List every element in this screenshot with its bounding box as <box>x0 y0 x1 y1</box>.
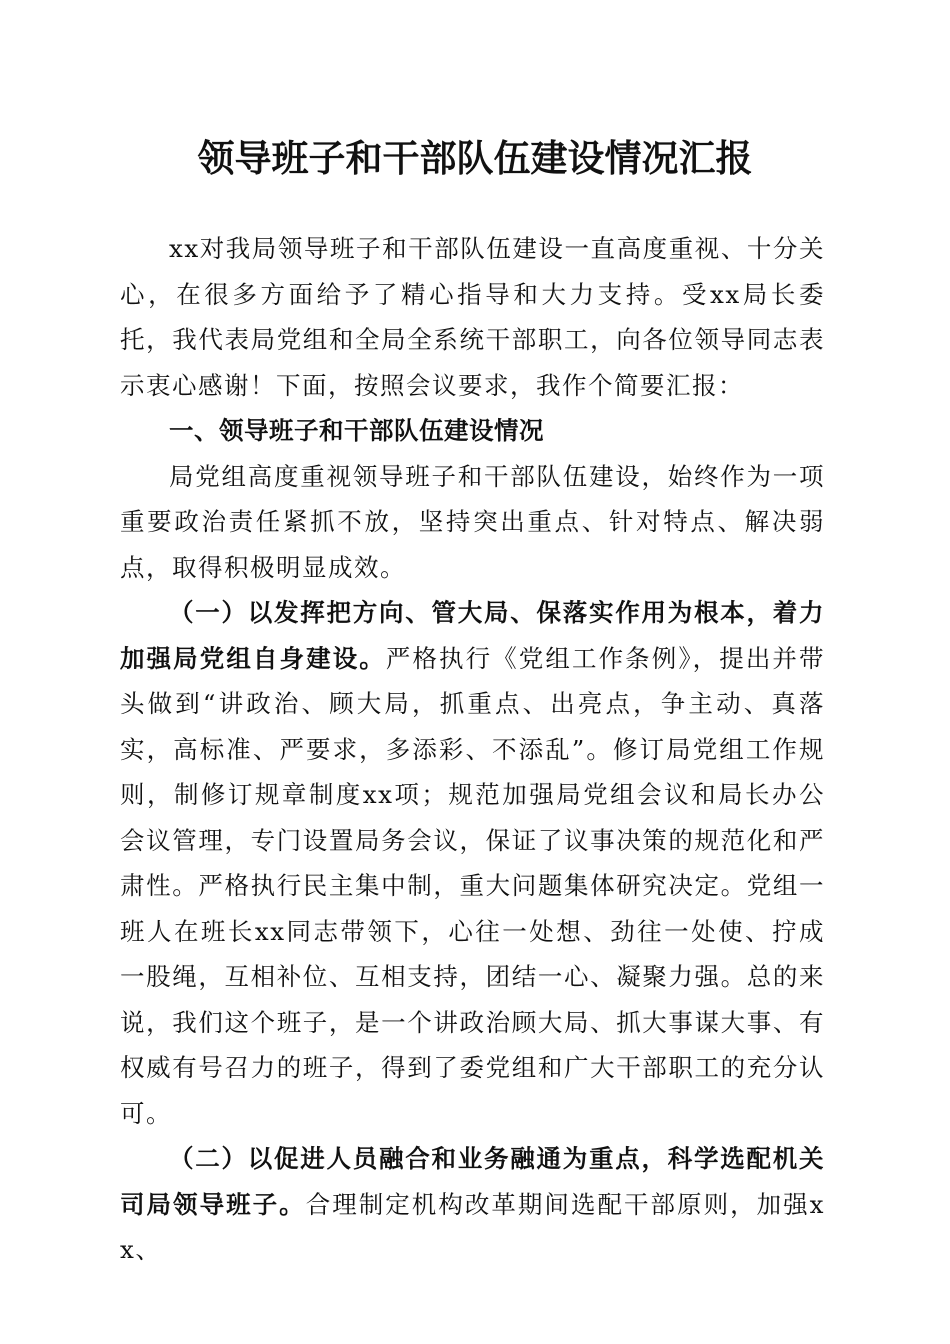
subsection-2-lead: （二）以促进人员融合和业务融通为重点，科学选配机关司局领导班子。 <box>120 1144 825 1219</box>
subsection-2-body: 合理制定机构改革期间选配干部原则，加强xx、 <box>120 1189 825 1264</box>
subsection-1-body: 严格执行《党组工作条例》，提出并带头做到“讲政治、顾大局，抓重点、出亮点，争主动、真落实，高标准、严要求，多添彩、不添乱”。修订局党组工作规则，制修订规章制度xx项；规范加强局党组会议和局长办公会议管理，专门设置局务会议，保证了议事决策的规范化和严肃性。严格执行民主集中制，重大问题集体研究决定。党组一班人在班长xx同志带领下，心往一处想、劲往一处使、拧成一股绳，互相补位、互相支持，团结一心、凝聚力强。总的来说，我们这个班子，是一个讲政治顾大局、抓大事谋大事、有权威有号召力的班子，得到了委党组和广大干部职工的充分认可。 <box>120 643 826 1128</box>
section-heading-1: 一、领导班子和干部队伍建设情况 <box>169 416 544 445</box>
section-1-intro-paragraph: 局党组高度重视领导班子和干部队伍建设，始终作为一项重要政治责任紧抓不放，坚持突出重点、针对特点、解决弱点，取得积极明显成效。 <box>120 461 825 582</box>
subsection-2-paragraph <box>120 1136 825 1273</box>
document-title: 领导班子和干部队伍建设情况汇报 <box>197 136 753 180</box>
subsection-1-lead: （一）以发挥把方向、管大局、保落实作用为根本，着力加强局党组自身建设。 <box>120 598 825 673</box>
subsection-1-paragraph <box>120 590 825 1136</box>
intro-paragraph: xx对我局领导班子和干部队伍建设一直高度重视、十分关心，在很多方面给予了精心指导和大力支持。受xx局长委托，我代表局党组和全局全系统干部职工，向各位领导同志表示衷心感谢！下面，按照会议要求，我作个简要汇报： <box>120 234 825 400</box>
document-body <box>120 226 825 1273</box>
